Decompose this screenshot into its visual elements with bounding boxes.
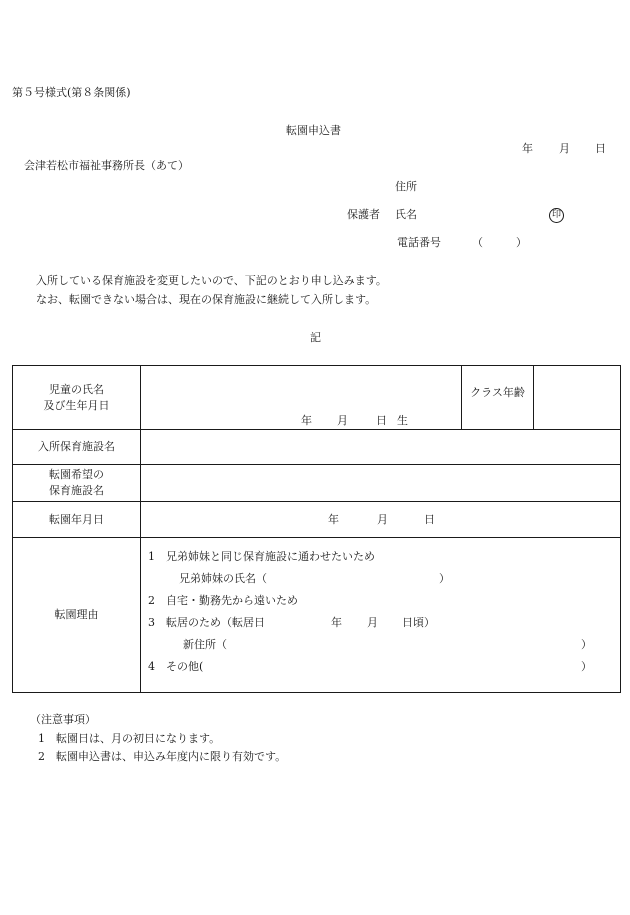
reason-label: 転園理由: [13, 538, 141, 693]
date-day-label: 日: [595, 142, 606, 155]
date-year-label: 年: [522, 142, 533, 155]
reason-option-3: 3 転居のため（転居日: [148, 616, 265, 629]
phone-paren: （ ）: [472, 236, 527, 249]
birth-day-label: 日: [376, 414, 387, 427]
desired-facility-label-line2: 保育施設名: [49, 484, 104, 497]
intro-line-2: なお、転園できない場合は、現在の保育施設に継続して入所します。: [36, 293, 377, 306]
transfer-date-field[interactable]: [141, 502, 621, 538]
desired-facility-label-cell: [13, 465, 141, 502]
reason-field[interactable]: [141, 538, 621, 693]
note-2: 2 転園申込書は、申込み年度内に限り有効です。: [38, 750, 287, 763]
transfer-date-row: [13, 502, 621, 538]
reason-option-4: 4 その他(: [148, 660, 204, 673]
class-age-label-cell: [462, 366, 534, 430]
application-table: [12, 365, 621, 693]
transfer-day-label: 日: [424, 513, 435, 526]
note-1: 1 転園日は、月の初日になります。: [38, 732, 221, 745]
addressee: 会津若松市福祉事務所長（あて）: [24, 159, 189, 172]
notes-heading: （注意事項）: [30, 713, 96, 726]
current-facility-label: 入所保育施設名: [13, 430, 141, 465]
reason-option-2: 2 自宅・勤務先から遠いため: [148, 594, 298, 607]
current-facility-field[interactable]: [141, 430, 621, 465]
address-label: 住所: [395, 180, 417, 193]
child-row: [13, 366, 621, 430]
phone-label: 電話番号: [397, 236, 441, 249]
birth-suffix-label: 生: [397, 414, 408, 427]
sibling-name-label: 兄弟姉妹の氏名（: [179, 572, 267, 585]
new-address-close: ）: [581, 638, 592, 651]
reason-row: [13, 538, 621, 693]
current-facility-row: [13, 430, 621, 465]
move-day-label: 日頃）: [402, 616, 435, 629]
child-name-label-cell: [13, 366, 141, 430]
transfer-month-label: 月: [377, 513, 388, 526]
transfer-year-label: 年: [328, 513, 339, 526]
seal-icon: 印: [549, 208, 564, 223]
guardian-label: 保護者: [347, 208, 380, 221]
move-month-label: 月: [367, 616, 378, 629]
move-year-label: 年: [331, 616, 342, 629]
desired-facility-label-line1: 転園希望の: [49, 468, 104, 482]
page-title: 転園申込書: [286, 124, 341, 137]
desired-facility-field[interactable]: [141, 465, 621, 502]
transfer-date-label: 転園年月日: [13, 502, 141, 538]
child-name-field[interactable]: [141, 366, 462, 430]
child-name-label-line2: 及び生年月日: [43, 398, 110, 412]
date-month-label: 月: [559, 142, 570, 155]
intro-line-1: 入所している保育施設を変更したいので、下記のとおり申し込みます。: [36, 274, 387, 287]
class-age-label: クラス年齢: [470, 386, 525, 399]
ki-heading: 記: [310, 331, 321, 344]
new-address-label: 新住所（: [183, 638, 227, 651]
sibling-name-close: ）: [439, 572, 450, 585]
desired-facility-row: [13, 465, 621, 502]
child-name-label-line1: 児童の氏名: [49, 382, 104, 396]
reason-option-4-close: ）: [581, 660, 592, 673]
birth-month-label: 月: [337, 414, 348, 427]
form-number: 第５号様式(第８条関係): [12, 86, 131, 99]
name-label: 氏名: [395, 208, 417, 221]
reason-option-1: 1 兄弟姉妹と同じ保育施設に通わせたいため: [148, 550, 375, 563]
class-age-field[interactable]: [534, 366, 621, 430]
birth-year-label: 年: [301, 414, 312, 427]
